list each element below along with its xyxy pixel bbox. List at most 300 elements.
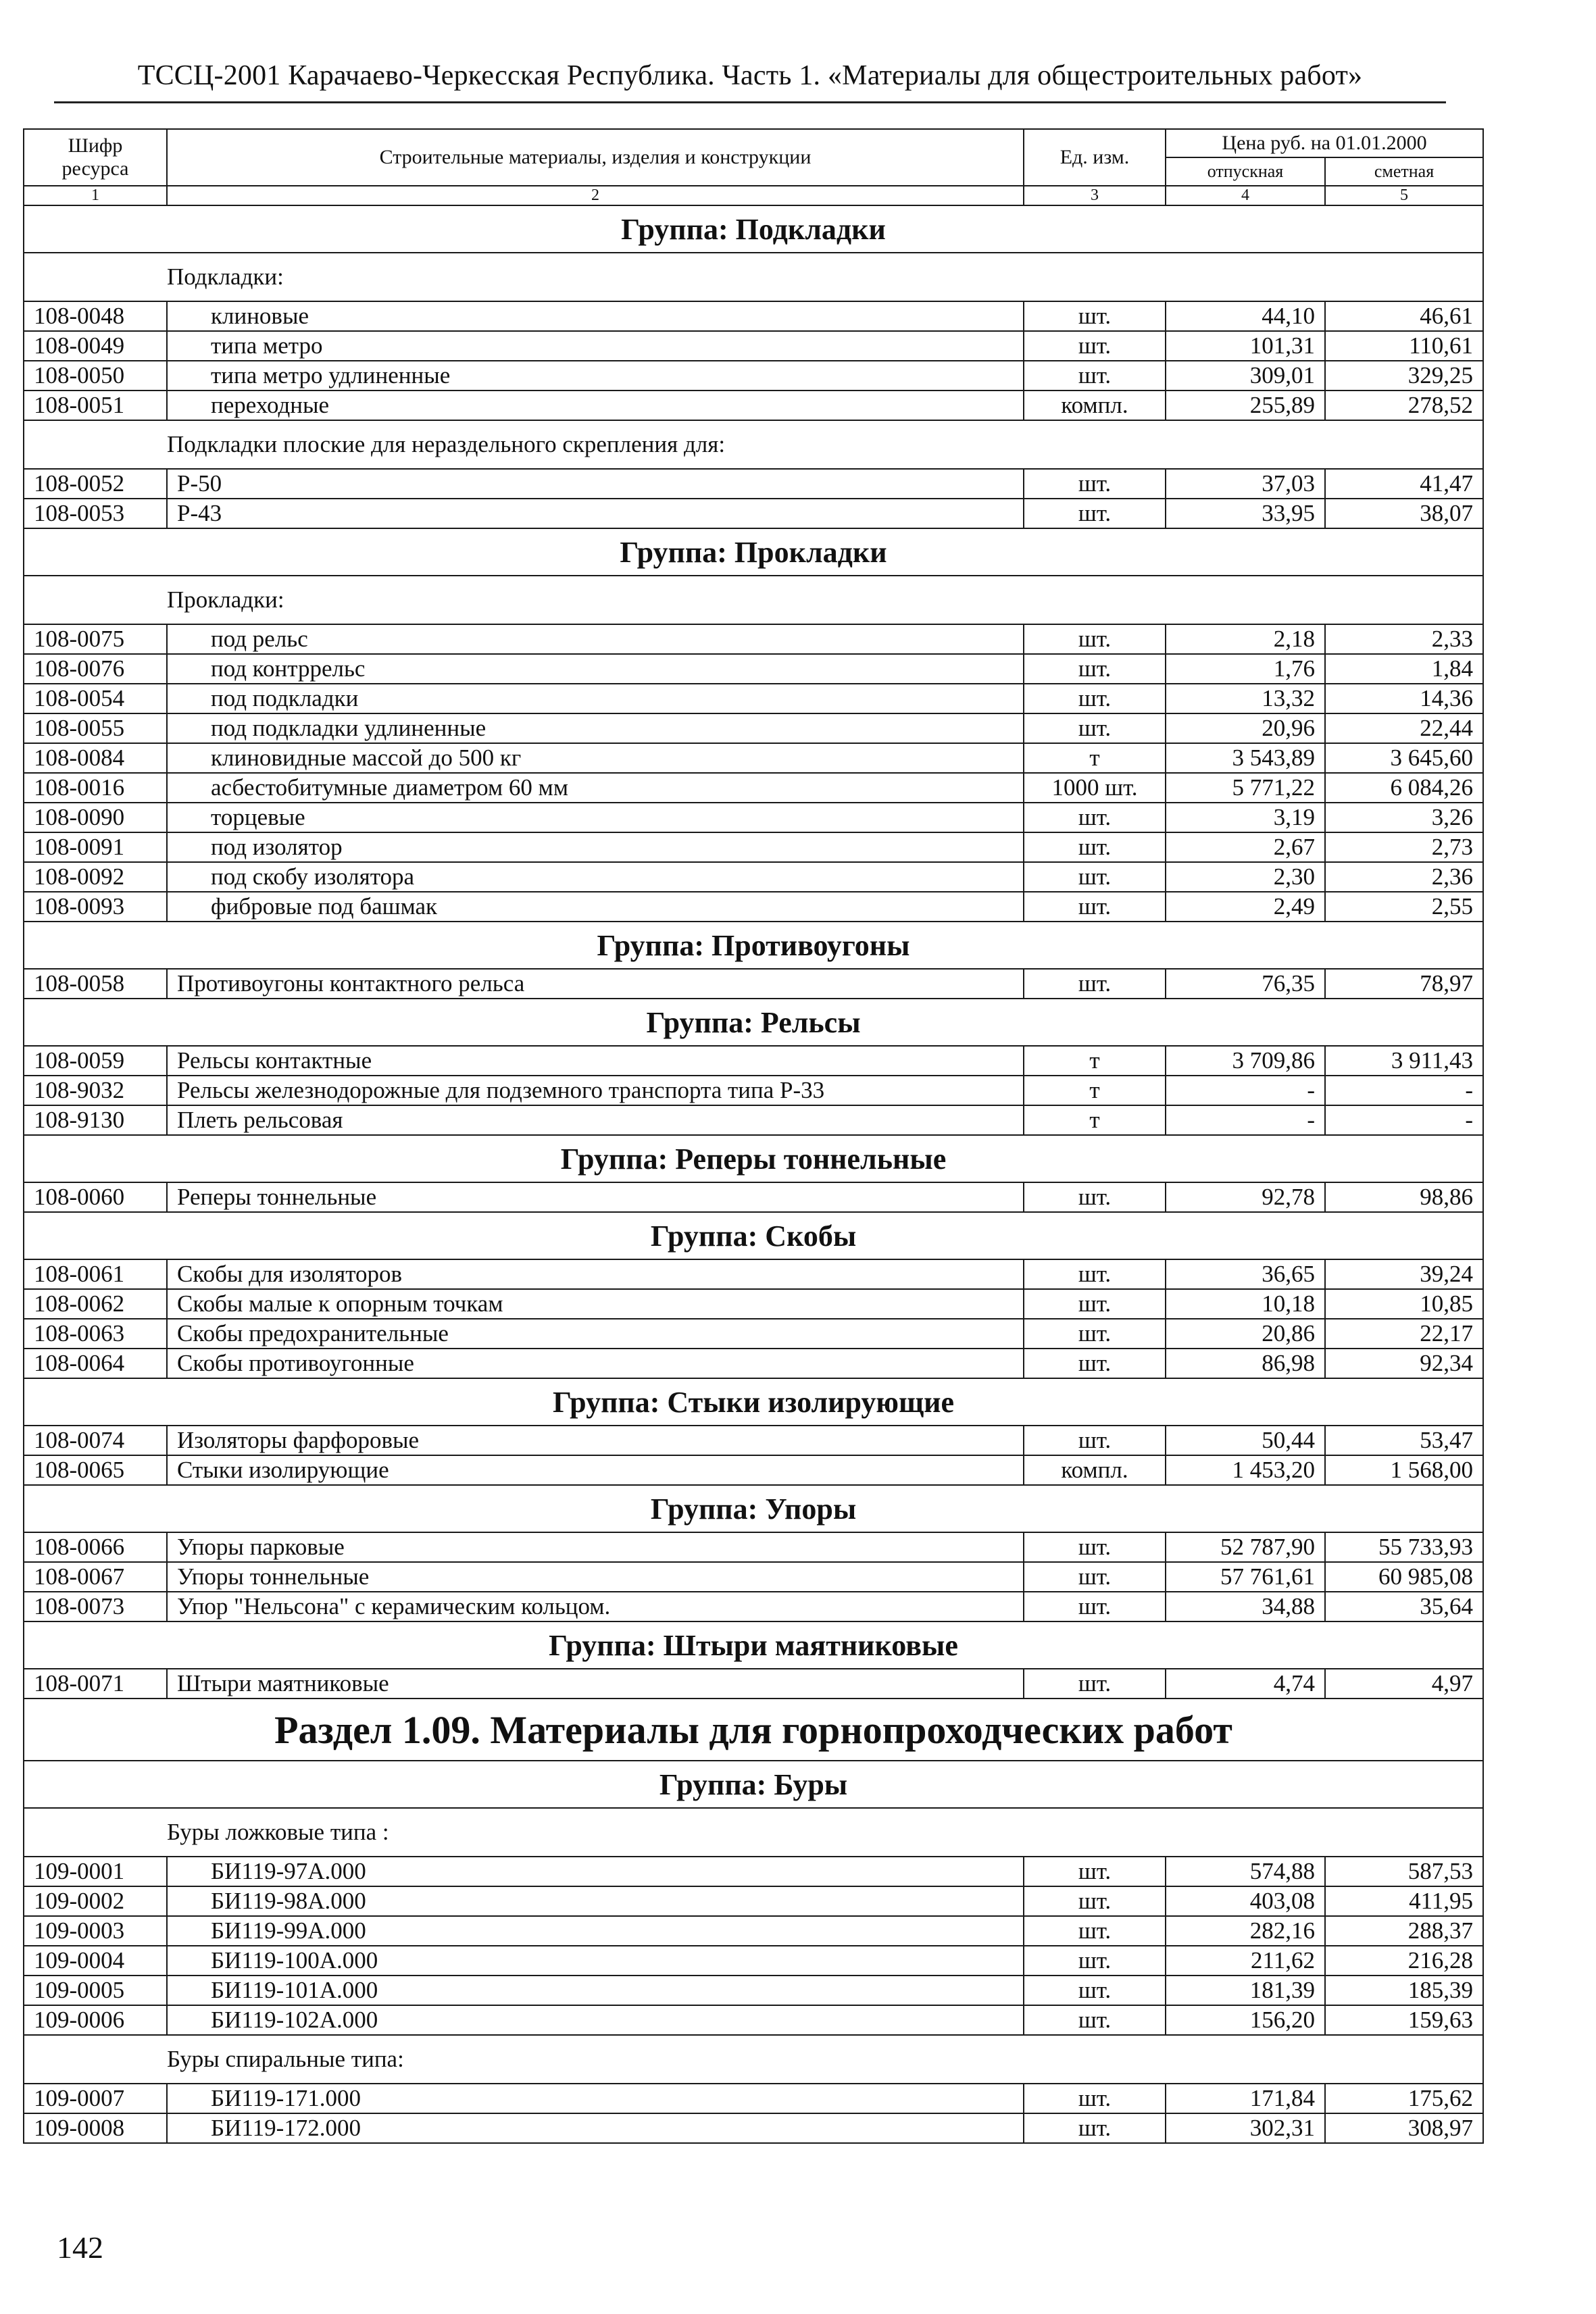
release-price-cell: 20,86 — [1166, 1319, 1325, 1349]
release-price-cell: 33,95 — [1166, 499, 1325, 528]
resource-code-cell: 109-0002 — [24, 1886, 167, 1916]
release-price-cell: 76,35 — [1166, 969, 1325, 999]
release-price-cell: 50,44 — [1166, 1426, 1325, 1455]
release-price-cell: - — [1166, 1076, 1325, 1105]
estimate-price-cell: 159,63 — [1325, 2005, 1483, 2035]
section-heading-row — [24, 1699, 1483, 1761]
table-row — [24, 862, 1483, 892]
material-name-cell — [167, 862, 1024, 892]
group-heading: Группа: Рельсы — [24, 999, 1483, 1046]
section-heading: Раздел 1.09. Материалы для горнопроходческих работ — [24, 1699, 1483, 1761]
table-row — [24, 654, 1483, 684]
group-heading: Группа: Штыри маятниковые — [24, 1621, 1483, 1669]
resource-code-cell: 108-0058 — [24, 969, 167, 999]
table-row — [24, 1669, 1483, 1699]
table-row — [24, 1182, 1483, 1212]
release-price-cell: 52 787,90 — [1166, 1532, 1325, 1562]
table-row — [24, 301, 1483, 331]
table-row — [24, 361, 1483, 391]
material-name-text: Скобы малые к опорным точкам — [177, 1290, 503, 1317]
estimate-price-cell: 6 084,26 — [1325, 773, 1483, 803]
material-name-text: клиновые — [211, 303, 309, 329]
estimate-price-cell: 14,36 — [1325, 684, 1483, 713]
col-header-release: отпускная — [1166, 157, 1325, 186]
release-price-cell: 2,49 — [1166, 892, 1325, 922]
table-row — [24, 391, 1483, 420]
material-name-cell — [167, 1946, 1024, 1976]
unit-cell: шт. — [1024, 1532, 1166, 1562]
resource-code-cell: 108-0053 — [24, 499, 167, 528]
material-name-text: БИ119-97А.000 — [211, 1858, 366, 1884]
material-name-cell — [167, 1319, 1024, 1349]
release-price-cell: 574,88 — [1166, 1857, 1325, 1886]
release-price-cell: 13,32 — [1166, 684, 1325, 713]
resource-code-cell: 108-0092 — [24, 862, 167, 892]
unit-cell: шт. — [1024, 2005, 1166, 2035]
col-number-1: 1 — [24, 186, 167, 205]
estimate-price-cell: 4,97 — [1325, 1669, 1483, 1699]
resource-code-cell: 108-0059 — [24, 1046, 167, 1076]
unit-cell: шт. — [1024, 1976, 1166, 2005]
material-name-cell — [167, 654, 1024, 684]
release-price-cell: 34,88 — [1166, 1592, 1325, 1621]
group-heading: Группа: Буры — [24, 1761, 1483, 1808]
unit-cell: 1000 шт. — [1024, 773, 1166, 803]
resource-code-cell: 109-0001 — [24, 1857, 167, 1886]
table-row — [24, 1349, 1483, 1378]
unit-cell: шт. — [1024, 1259, 1166, 1289]
unit-cell: шт. — [1024, 1426, 1166, 1455]
release-price-cell: 57 761,61 — [1166, 1562, 1325, 1592]
table-row — [24, 624, 1483, 654]
resource-code-cell: 108-0060 — [24, 1182, 167, 1212]
release-price-cell: 1,76 — [1166, 654, 1325, 684]
table-row — [24, 773, 1483, 803]
table-row — [24, 743, 1483, 773]
group-heading-row — [24, 1485, 1483, 1532]
unit-cell: шт. — [1024, 1857, 1166, 1886]
table-row — [24, 1946, 1483, 1976]
material-name-cell — [167, 2005, 1024, 2035]
material-name-text: Штыри маятниковые — [177, 1670, 389, 1696]
material-name-text: Упор "Нельсона" с керамическим кольцом. — [177, 1593, 611, 1619]
table-row — [24, 1046, 1483, 1076]
subheading-label: Подкладки: — [167, 253, 1483, 301]
material-name-text: Р-43 — [177, 500, 222, 526]
release-price-cell: 92,78 — [1166, 1182, 1325, 1212]
header-rule — [54, 101, 1446, 103]
release-price-cell: 36,65 — [1166, 1259, 1325, 1289]
col-header-unit: Ед. изм. — [1024, 129, 1166, 186]
table-row — [24, 499, 1483, 528]
estimate-price-cell: - — [1325, 1105, 1483, 1135]
estimate-price-cell: 110,61 — [1325, 331, 1483, 361]
material-name-cell — [167, 713, 1024, 743]
unit-cell: т — [1024, 1105, 1166, 1135]
material-name-cell — [167, 499, 1024, 528]
resource-code-cell: 109-0005 — [24, 1976, 167, 2005]
material-name-cell — [167, 391, 1024, 420]
release-price-cell: 2,67 — [1166, 832, 1325, 862]
resource-code-cell: 108-0067 — [24, 1562, 167, 1592]
material-name-text: асбестобитумные диаметром 60 мм — [211, 774, 568, 801]
group-heading: Группа: Стыки изолирующие — [24, 1378, 1483, 1426]
unit-cell: шт. — [1024, 469, 1166, 499]
unit-cell: т — [1024, 743, 1166, 773]
unit-cell: шт. — [1024, 1886, 1166, 1916]
material-name-cell — [167, 331, 1024, 361]
unit-cell: шт. — [1024, 803, 1166, 832]
material-name-text: Упоры тоннельные — [177, 1563, 370, 1590]
table-body — [24, 205, 1483, 2143]
material-name-text: под рельс — [211, 626, 308, 652]
resource-code-cell: 108-0076 — [24, 654, 167, 684]
material-name-cell — [167, 1259, 1024, 1289]
estimate-price-cell: 411,95 — [1325, 1886, 1483, 1916]
material-name-text: БИ119-99А.000 — [211, 1917, 366, 1944]
material-name-cell — [167, 1669, 1024, 1699]
resource-code-cell: 108-0016 — [24, 773, 167, 803]
release-price-cell: 181,39 — [1166, 1976, 1325, 2005]
estimate-price-cell: 329,25 — [1325, 361, 1483, 391]
table-row — [24, 1289, 1483, 1319]
resource-code-cell: 109-0008 — [24, 2113, 167, 2143]
resource-code-cell: 108-0074 — [24, 1426, 167, 1455]
resource-code-cell: 108-0073 — [24, 1592, 167, 1621]
estimate-price-cell: 2,73 — [1325, 832, 1483, 862]
group-heading: Группа: Прокладки — [24, 528, 1483, 576]
material-name-cell — [167, 1349, 1024, 1378]
estimate-price-cell: - — [1325, 1076, 1483, 1105]
subheading-row — [24, 2035, 1483, 2084]
group-heading: Группа: Скобы — [24, 1212, 1483, 1259]
material-name-cell — [167, 803, 1024, 832]
table-row — [24, 1886, 1483, 1916]
col-header-name: Строительные материалы, изделия и конструкции — [167, 129, 1024, 186]
unit-cell: т — [1024, 1046, 1166, 1076]
estimate-price-cell: 2,33 — [1325, 624, 1483, 654]
table-row — [24, 1076, 1483, 1105]
resource-code-cell: 108-0065 — [24, 1455, 167, 1485]
unit-cell: шт. — [1024, 1946, 1166, 1976]
estimate-price-cell: 39,24 — [1325, 1259, 1483, 1289]
unit-cell: шт. — [1024, 713, 1166, 743]
unit-cell: шт. — [1024, 832, 1166, 862]
estimate-price-cell: 10,85 — [1325, 1289, 1483, 1319]
resource-code-cell: 109-0007 — [24, 2084, 167, 2113]
material-name-cell — [167, 1916, 1024, 1946]
estimate-price-cell: 3,26 — [1325, 803, 1483, 832]
unit-cell: шт. — [1024, 1592, 1166, 1621]
group-heading-row — [24, 1378, 1483, 1426]
material-name-text: БИ119-102А.000 — [211, 2007, 378, 2033]
page-number: 142 — [57, 2230, 103, 2265]
group-heading: Группа: Противоугоны — [24, 922, 1483, 969]
material-name-text: БИ119-171.000 — [211, 2085, 361, 2111]
estimate-price-cell: 46,61 — [1325, 301, 1483, 331]
table-row — [24, 469, 1483, 499]
unit-cell: шт. — [1024, 624, 1166, 654]
estimate-price-cell: 278,52 — [1325, 391, 1483, 420]
table-row — [24, 1455, 1483, 1485]
group-heading-row — [24, 999, 1483, 1046]
group-heading: Группа: Упоры — [24, 1485, 1483, 1532]
resource-code-cell: 108-0051 — [24, 391, 167, 420]
col-header-code: Шифр ресурса — [24, 129, 167, 186]
unit-cell: шт. — [1024, 1182, 1166, 1212]
material-name-text: торцевые — [211, 804, 305, 830]
subheading-row — [24, 253, 1483, 301]
material-name-text: под контррельс — [211, 655, 366, 682]
material-name-text: типа метро удлиненные — [211, 362, 451, 388]
subheading-spacer — [24, 2035, 167, 2084]
resource-code-cell: 108-0063 — [24, 1319, 167, 1349]
unit-cell: шт. — [1024, 1319, 1166, 1349]
unit-cell: шт. — [1024, 499, 1166, 528]
material-name-cell — [167, 469, 1024, 499]
resource-code-cell: 108-0055 — [24, 713, 167, 743]
table-row — [24, 1105, 1483, 1135]
subheading-spacer — [24, 576, 167, 624]
material-name-text: Скобы для изоляторов — [177, 1261, 403, 1287]
release-price-cell: 403,08 — [1166, 1886, 1325, 1916]
unit-cell: шт. — [1024, 654, 1166, 684]
unit-cell: шт. — [1024, 684, 1166, 713]
estimate-price-cell: 38,07 — [1325, 499, 1483, 528]
release-price-cell: 5 771,22 — [1166, 773, 1325, 803]
resource-code-cell: 108-0048 — [24, 301, 167, 331]
col-number-3: 3 — [1024, 186, 1166, 205]
material-name-text: Скобы противоугонные — [177, 1350, 414, 1376]
resource-code-cell: 108-0061 — [24, 1259, 167, 1289]
group-heading-row — [24, 1621, 1483, 1669]
price-table — [23, 128, 1484, 2144]
material-name-text: Рельсы железнодорожные для подземного транспорта типа Р-33 — [177, 1077, 825, 1103]
material-name-text: Изоляторы фарфоровые — [177, 1427, 420, 1453]
table-row — [24, 1857, 1483, 1886]
unit-cell: шт. — [1024, 1669, 1166, 1699]
material-name-text: Противоугоны контактного рельса — [177, 970, 525, 997]
material-name-cell — [167, 1455, 1024, 1485]
resource-code-cell: 109-0006 — [24, 2005, 167, 2035]
material-name-text: под скобу изолятора — [211, 863, 415, 890]
material-name-cell — [167, 1886, 1024, 1916]
page-header-title: ТССЦ-2001 Карачаево-Черкесская Республика. Часть 1. «Материалы для общестроительных работ» — [137, 60, 1363, 91]
release-price-cell: 156,20 — [1166, 2005, 1325, 2035]
estimate-price-cell: 41,47 — [1325, 469, 1483, 499]
table-row — [24, 1319, 1483, 1349]
resource-code-cell: 108-0093 — [24, 892, 167, 922]
subheading-spacer — [24, 1808, 167, 1857]
estimate-price-cell: 92,34 — [1325, 1349, 1483, 1378]
release-price-cell: 309,01 — [1166, 361, 1325, 391]
material-name-text: Р-50 — [177, 470, 222, 497]
table-row — [24, 2084, 1483, 2113]
material-name-text: переходные — [211, 392, 330, 418]
estimate-price-cell: 175,62 — [1325, 2084, 1483, 2113]
table-row — [24, 1976, 1483, 2005]
table-row — [24, 803, 1483, 832]
release-price-cell: 302,31 — [1166, 2113, 1325, 2143]
material-name-cell — [167, 2084, 1024, 2113]
subheading-row — [24, 576, 1483, 624]
material-name-cell — [167, 301, 1024, 331]
material-name-text: БИ119-172.000 — [211, 2115, 361, 2141]
release-price-cell: 282,16 — [1166, 1916, 1325, 1946]
table-row — [24, 2113, 1483, 2143]
release-price-cell: 2,30 — [1166, 862, 1325, 892]
release-price-cell: 44,10 — [1166, 301, 1325, 331]
material-name-cell — [167, 773, 1024, 803]
material-name-text: Рельсы контактные — [177, 1047, 372, 1074]
material-name-text: фибровые под башмак — [211, 893, 438, 920]
table-row — [24, 1562, 1483, 1592]
release-price-cell: 3 709,86 — [1166, 1046, 1325, 1076]
material-name-cell — [167, 832, 1024, 862]
release-price-cell: 255,89 — [1166, 391, 1325, 420]
group-heading-row — [24, 922, 1483, 969]
material-name-text: клиновидные массой до 500 кг — [211, 745, 522, 771]
estimate-price-cell: 216,28 — [1325, 1946, 1483, 1976]
table-row — [24, 2005, 1483, 2035]
resource-code-cell: 108-0071 — [24, 1669, 167, 1699]
material-name-cell — [167, 969, 1024, 999]
table-row — [24, 1259, 1483, 1289]
table-row — [24, 892, 1483, 922]
material-name-cell — [167, 743, 1024, 773]
material-name-cell — [167, 1592, 1024, 1621]
material-name-cell — [167, 1105, 1024, 1135]
group-heading: Группа: Реперы тоннельные — [24, 1135, 1483, 1182]
resource-code-cell: 108-0054 — [24, 684, 167, 713]
subheading-label: Буры ложковые типа : — [167, 1808, 1483, 1857]
col-header-price: Цена руб. на 01.01.2000 — [1166, 129, 1483, 157]
resource-code-cell: 108-0090 — [24, 803, 167, 832]
material-name-cell — [167, 1426, 1024, 1455]
resource-code-cell: 108-0052 — [24, 469, 167, 499]
material-name-cell — [167, 1046, 1024, 1076]
estimate-price-cell: 2,55 — [1325, 892, 1483, 922]
resource-code-cell: 108-0050 — [24, 361, 167, 391]
unit-cell: шт. — [1024, 1916, 1166, 1946]
release-price-cell: 211,62 — [1166, 1946, 1325, 1976]
material-name-text: под подкладки — [211, 685, 359, 711]
material-name-text: под подкладки удлиненные — [211, 715, 487, 741]
estimate-price-cell: 587,53 — [1325, 1857, 1483, 1886]
material-name-cell — [167, 1289, 1024, 1319]
unit-cell: компл. — [1024, 391, 1166, 420]
table-row — [24, 1592, 1483, 1621]
subheading-label: Прокладки: — [167, 576, 1483, 624]
col-header-estimate: сметная — [1325, 157, 1483, 186]
unit-cell: шт. — [1024, 1562, 1166, 1592]
material-name-text: Плеть рельсовая — [177, 1107, 343, 1133]
release-price-cell: 86,98 — [1166, 1349, 1325, 1378]
release-price-cell: 20,96 — [1166, 713, 1325, 743]
table-row — [24, 713, 1483, 743]
table-row — [24, 1426, 1483, 1455]
material-name-cell — [167, 684, 1024, 713]
table-row — [24, 1916, 1483, 1946]
material-name-cell — [167, 1532, 1024, 1562]
release-price-cell: 4,74 — [1166, 1669, 1325, 1699]
release-price-cell: 2,18 — [1166, 624, 1325, 654]
estimate-price-cell: 288,37 — [1325, 1916, 1483, 1946]
unit-cell: шт. — [1024, 969, 1166, 999]
estimate-price-cell: 1 568,00 — [1325, 1455, 1483, 1485]
material-name-text: типа метро — [211, 332, 323, 359]
estimate-price-cell: 308,97 — [1325, 2113, 1483, 2143]
table-row — [24, 684, 1483, 713]
release-price-cell: 37,03 — [1166, 469, 1325, 499]
group-heading-row — [24, 1135, 1483, 1182]
estimate-price-cell: 22,44 — [1325, 713, 1483, 743]
col-number-4: 4 — [1166, 186, 1325, 205]
estimate-price-cell: 22,17 — [1325, 1319, 1483, 1349]
material-name-cell — [167, 624, 1024, 654]
resource-code-cell: 108-0066 — [24, 1532, 167, 1562]
group-heading-row — [24, 205, 1483, 253]
resource-code-cell: 109-0003 — [24, 1916, 167, 1946]
material-name-text: БИ119-101А.000 — [211, 1977, 378, 2003]
unit-cell: шт. — [1024, 331, 1166, 361]
group-heading-row — [24, 1212, 1483, 1259]
material-name-text: под изолятор — [211, 834, 343, 860]
table-row — [24, 1532, 1483, 1562]
estimate-price-cell: 55 733,93 — [1325, 1532, 1483, 1562]
unit-cell: компл. — [1024, 1455, 1166, 1485]
unit-cell: шт. — [1024, 1289, 1166, 1319]
material-name-text: Реперы тоннельные — [177, 1184, 377, 1210]
col-number-5: 5 — [1325, 186, 1483, 205]
unit-cell: шт. — [1024, 2113, 1166, 2143]
material-name-cell — [167, 1182, 1024, 1212]
material-name-text: БИ119-98А.000 — [211, 1888, 366, 1914]
material-name-cell — [167, 361, 1024, 391]
estimate-price-cell: 53,47 — [1325, 1426, 1483, 1455]
material-name-cell — [167, 1976, 1024, 2005]
price-table-container — [23, 128, 1482, 2144]
unit-cell: шт. — [1024, 862, 1166, 892]
unit-cell: шт. — [1024, 1349, 1166, 1378]
unit-cell: шт. — [1024, 361, 1166, 391]
unit-cell: т — [1024, 1076, 1166, 1105]
group-heading-row — [24, 528, 1483, 576]
subheading-row — [24, 1808, 1483, 1857]
resource-code-cell: 109-0004 — [24, 1946, 167, 1976]
material-name-text: Упоры парковые — [177, 1534, 345, 1560]
release-price-cell: 3,19 — [1166, 803, 1325, 832]
estimate-price-cell: 60 985,08 — [1325, 1562, 1483, 1592]
estimate-price-cell: 78,97 — [1325, 969, 1483, 999]
table-row — [24, 832, 1483, 862]
resource-code-cell: 108-0075 — [24, 624, 167, 654]
material-name-text: БИ119-100А.000 — [211, 1947, 378, 1973]
release-price-cell: 10,18 — [1166, 1289, 1325, 1319]
group-heading-row — [24, 1761, 1483, 1808]
table-row — [24, 969, 1483, 999]
unit-cell: шт. — [1024, 301, 1166, 331]
resource-code-cell: 108-0091 — [24, 832, 167, 862]
estimate-price-cell: 185,39 — [1325, 1976, 1483, 2005]
group-heading: Группа: Подкладки — [24, 205, 1483, 253]
material-name-cell — [167, 2113, 1024, 2143]
subheading-label: Подкладки плоские для нераздельного скрепления для: — [167, 420, 1483, 469]
resource-code-cell: 108-9032 — [24, 1076, 167, 1105]
resource-code-cell: 108-0062 — [24, 1289, 167, 1319]
material-name-cell — [167, 1076, 1024, 1105]
resource-code-cell: 108-9130 — [24, 1105, 167, 1135]
